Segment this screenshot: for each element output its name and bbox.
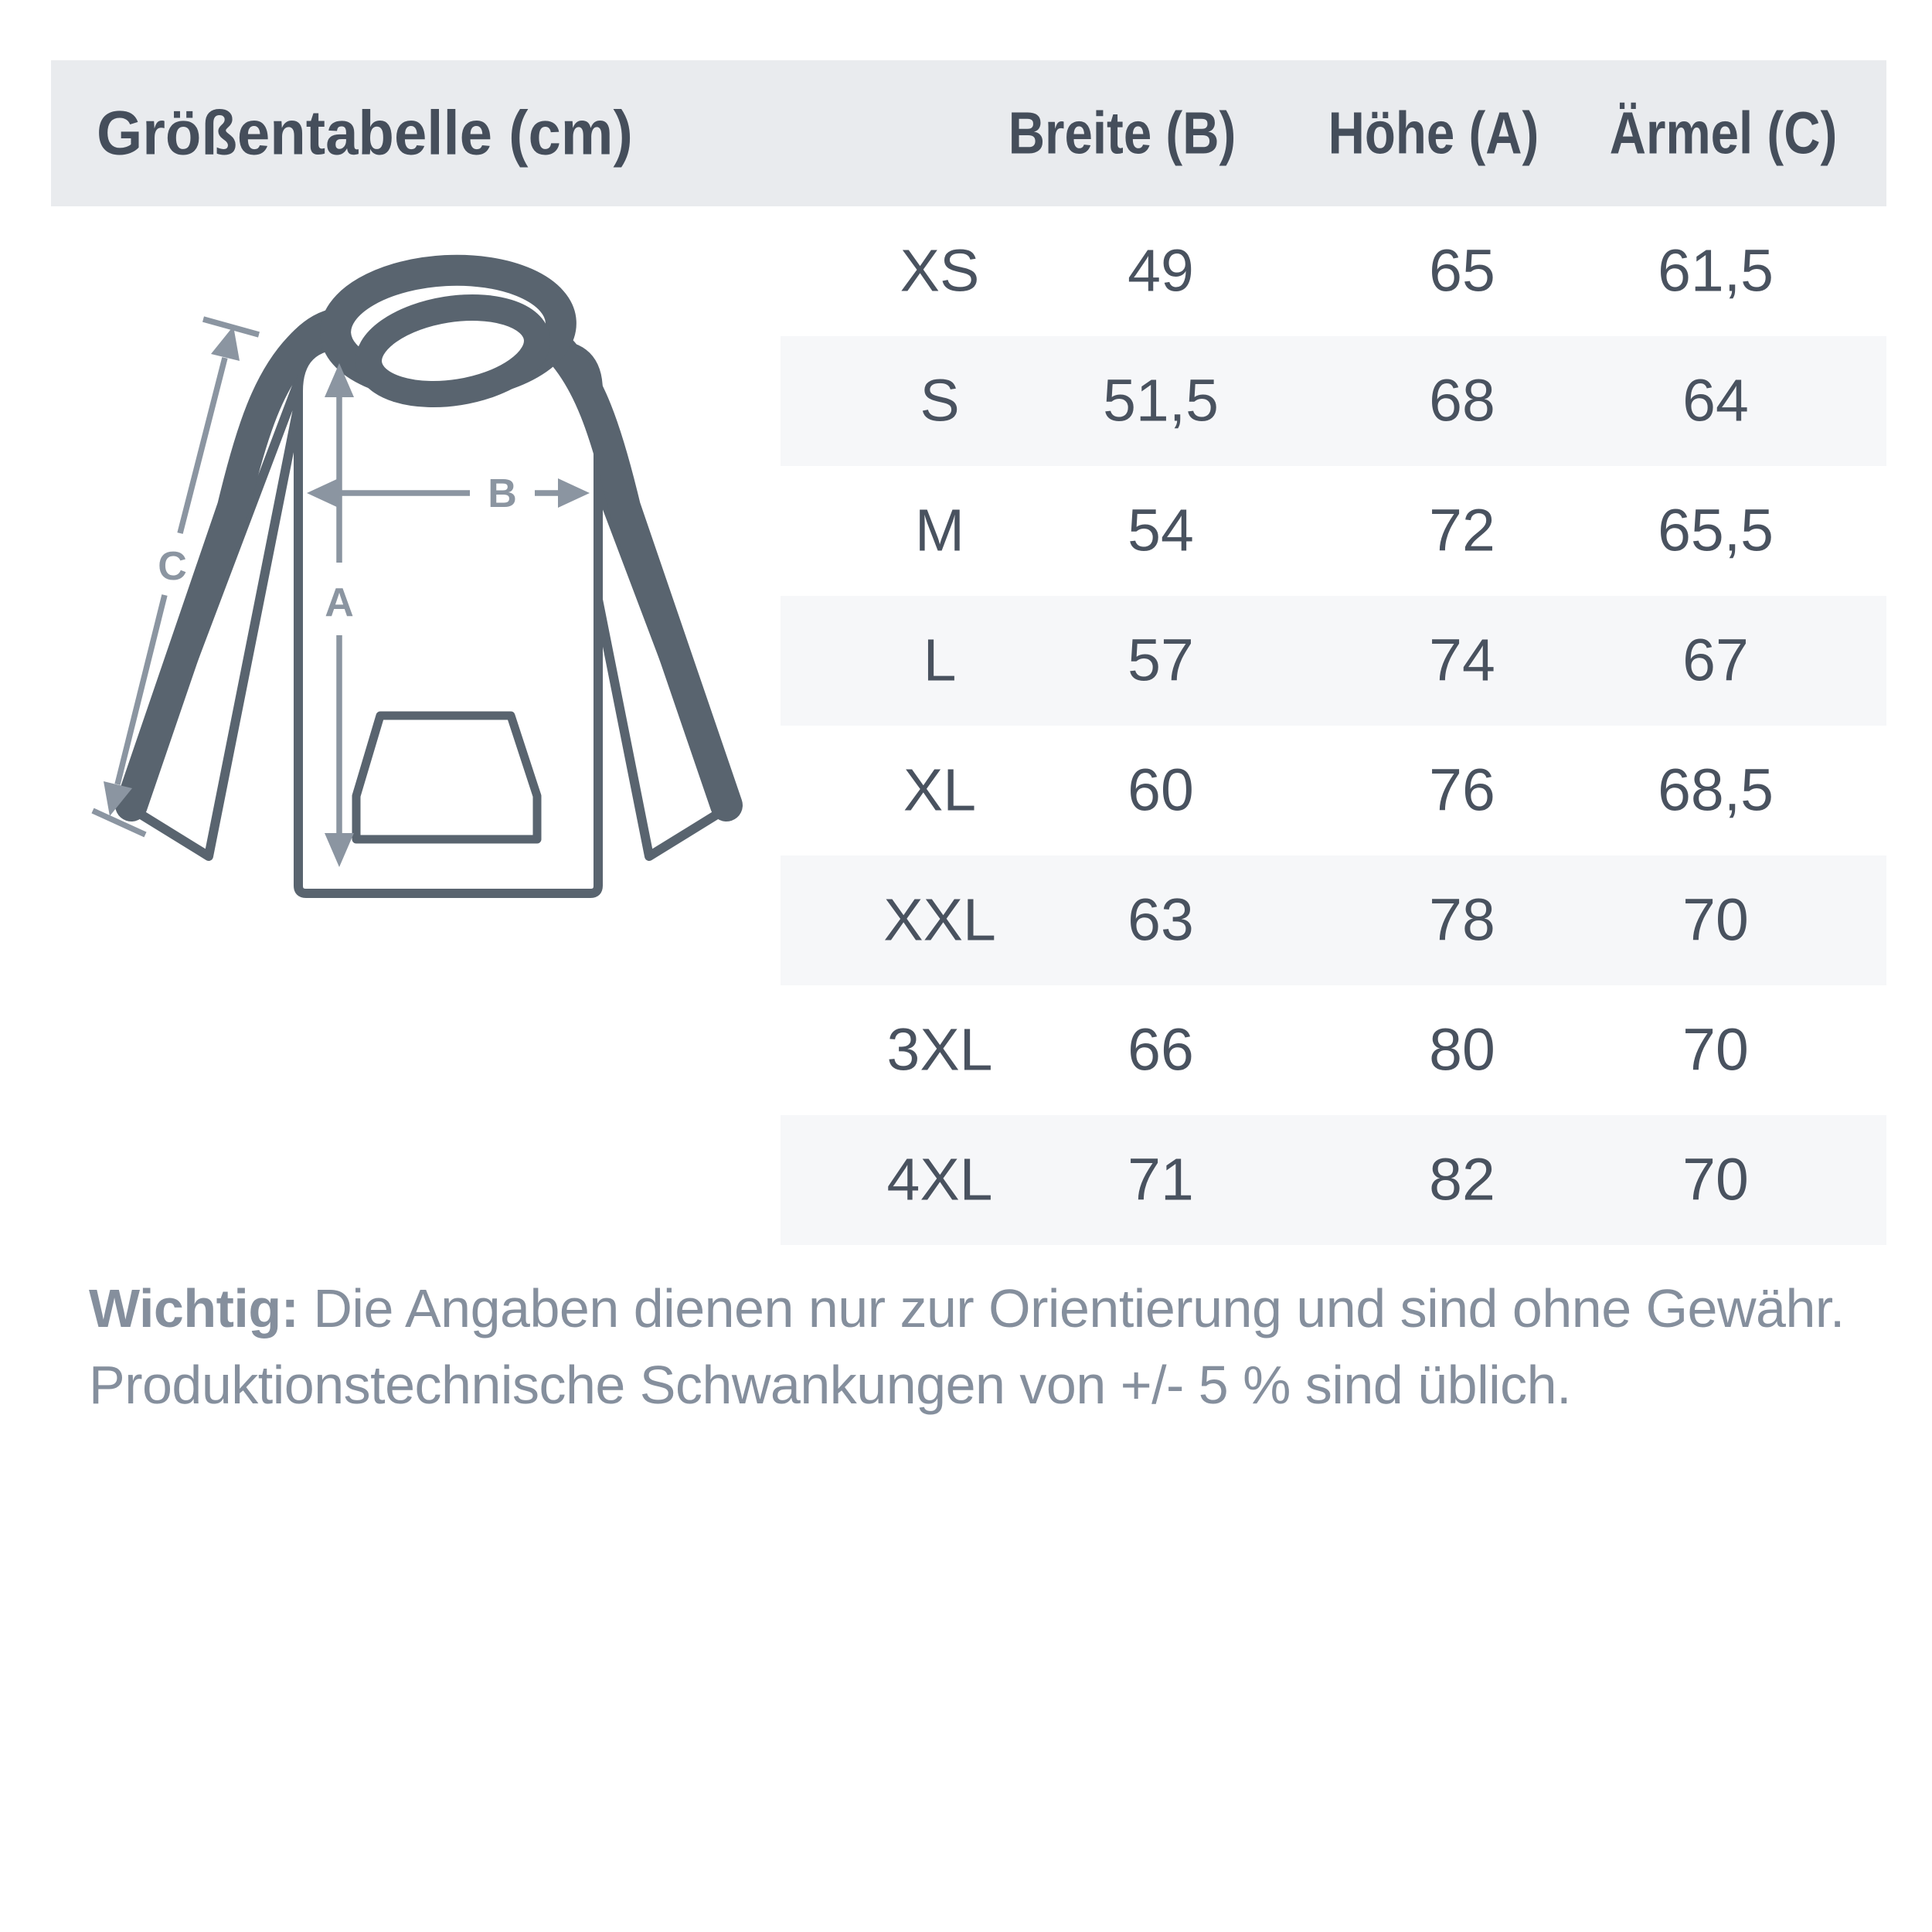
table-row [781, 206, 1886, 336]
hoehe-value: 80 [1429, 1016, 1495, 1083]
breite-value: 60 [1128, 757, 1194, 824]
footer-note-prefix: Wichtig: [89, 1278, 299, 1338]
breite-value: 54 [1128, 497, 1194, 564]
size-label: 4XL [886, 1146, 993, 1213]
hoehe-value: 65 [1429, 237, 1495, 304]
table-row [781, 1115, 1886, 1245]
column-header-breite: Breite (B) [1008, 100, 1236, 166]
breite-value: 49 [1128, 237, 1194, 304]
hoehe-value: 68 [1429, 367, 1495, 434]
size-table [781, 206, 1886, 1245]
column-header-aermel: Ärmel (C) [1609, 100, 1838, 166]
hoehe-value: 82 [1429, 1146, 1495, 1213]
sleeve-label: C [158, 544, 187, 589]
aermel-value: 65,5 [1658, 497, 1774, 564]
breite-value: 63 [1128, 886, 1194, 954]
breite-value: 51,5 [1103, 367, 1219, 434]
aermel-value: 70 [1682, 886, 1749, 954]
size-label: XS [900, 237, 980, 304]
hoehe-value: 76 [1429, 757, 1495, 824]
table-row [781, 466, 1886, 596]
table-row [781, 596, 1886, 726]
size-label: L [923, 627, 957, 694]
hoehe-value: 72 [1429, 497, 1495, 564]
aermel-value: 64 [1682, 367, 1749, 434]
size-label: 3XL [886, 1016, 993, 1083]
aermel-value: 68,5 [1658, 757, 1774, 824]
size-label: XXL [883, 886, 996, 954]
breite-value: 71 [1128, 1146, 1194, 1213]
breite-value: 57 [1128, 627, 1194, 694]
aermel-value: 61,5 [1658, 237, 1774, 304]
size-label: S [920, 367, 960, 434]
column-header-hoehe: Höhe (A) [1328, 100, 1539, 166]
hoodie-pocket [356, 716, 537, 839]
size-label: XL [903, 757, 977, 824]
aermel-value: 70 [1682, 1016, 1749, 1083]
table-row [781, 336, 1886, 466]
height-label: A [325, 580, 354, 625]
footer-note-line2: Produktionstechnische Schwankungen von +/- 5 % sind üblich. [89, 1355, 1572, 1415]
size-label: M [914, 497, 965, 564]
table-row [781, 726, 1886, 855]
hoehe-value: 74 [1429, 627, 1495, 694]
table-row [781, 855, 1886, 985]
footer-note [89, 1270, 1882, 1423]
breite-value: 66 [1128, 1016, 1194, 1083]
hoehe-value: 78 [1429, 886, 1495, 954]
table-header-band [51, 60, 1886, 206]
footer-note-line1: Die Angaben dienen nur zur Orientierung und sind ohne Gewähr. [298, 1278, 1845, 1338]
page-title: Größentabelle (cm) [97, 98, 633, 168]
hoodie-measurement-diagram [62, 209, 796, 912]
aermel-value: 70 [1682, 1146, 1749, 1213]
aermel-value: 67 [1682, 627, 1749, 694]
table-row [781, 985, 1886, 1115]
width-label: B [488, 471, 517, 516]
